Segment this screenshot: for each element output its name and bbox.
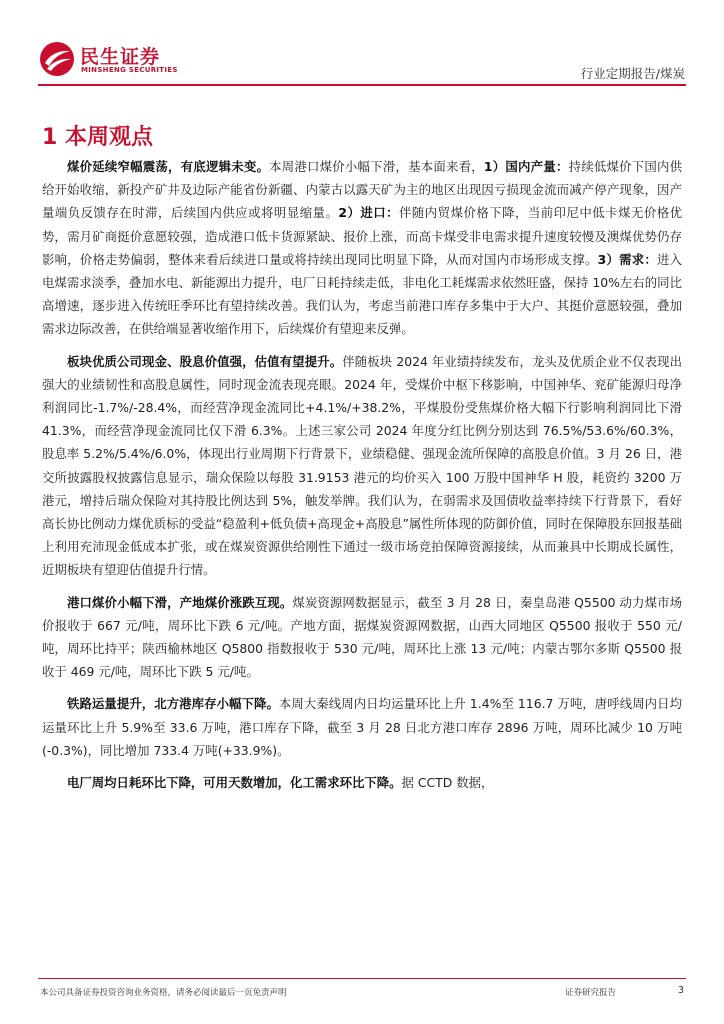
paragraph-text: 进入电煤需求淡季，叠加水电、新能源出力提升，电厂日耗持续走低，非电化工耗煤需求依然旺盛，保持 10%左右的同比高增速，逐步进入传统旺季环比有望持续改善。我们认为，考虑当前港口库存多集中于大户、其挺价意愿较强，叠加需求边际改善，在供给端显著收缩作用下，后续煤价有望迎来反弹。 xyxy=(42,251,683,337)
paragraph-subheading: 2）进口： xyxy=(338,205,400,221)
paragraph-text: 煤炭资源网数据显示，截至 3 月 28 日，秦皇岛港 Q5500 动力煤市场价报收于 667 元/吨，周环比下跌 6 元/吨。产地方面，据煤炭资源网数据，山西大同地区 Q5500 报收于 550 元/吨，周环比持平；陕西榆林地区 Q5800 指数报收于 530 元/吨，周环比上涨 13 元/吨；内蒙古鄂尔多斯 Q5500 报收于 469 元/吨，周环比下跌 5 元/吨。 xyxy=(42,594,682,680)
body-paragraph xyxy=(42,771,682,794)
paragraph-lead: 板块优质公司现金、股息价值强，估值有望提升。 xyxy=(67,353,343,369)
body-paragraph xyxy=(42,155,682,341)
body-paragraph xyxy=(42,591,682,684)
page-number: 3 xyxy=(677,985,684,996)
body-paragraph xyxy=(42,692,682,762)
paragraph-subheading: 3）需求： xyxy=(597,251,657,267)
paragraph-text: 本周港口煤价小幅下滑，基本面来看， xyxy=(269,159,484,174)
paragraph-lead: 电厂周均日耗环比下降，可用天数增加，化工需求环比下降。 xyxy=(67,775,402,791)
report-type-label: 行业定期报告/煤炭 xyxy=(580,66,685,81)
paragraph-lead: 煤价延续窄幅震荡，有底逻辑未变。 xyxy=(67,159,270,174)
paragraph-text: 伴随板块 2024 年业绩持续发布，龙头及优质企业不仅表现出强大的业绩韧性和高股息属性，同时现金流表现亮眼。2024 年，受煤价中枢下移影响，中国神华、兖矿能源归母净利润同比-1.7%/-28.4%，而经营净现金流同比+4.1%/+38.2%，平煤股份受焦煤价格大幅下行影响利润同比下滑 41.3%，而经营净现金流同比仅下滑 6.3%。上述三家公司 2024 年度分红比例分别达到 76.5%/53.6%/60.3%，股息率 5.2%/5.4%/6.0%，体现出行业周期下行背景下，业绩稳健、强现金流所保障的高股息价值。3 月 26 日，港交所披露股权披露信息显示，瑞众保险以每股 31.9153 港元的均价买入 100 万股中国神华 H 股，耗资约 3200 万港元，增持后瑞众保险对其持股比例达到 5%，触发举牌。我们认为，在弱需求及国债收益率持续下行背景下，看好高长协比例动力煤优质标的受益“稳盈利+低负债+高现金+高股息”属性所体现的防御价值，同时在保障股东回报基础上利用充沛现金低成本扩张，或在煤炭资源供给刚性下通过一级市场竞拍保障资源接续，从而兼具中长期成长属性，近期板块有望迎估值提升行情。 xyxy=(42,353,683,578)
paragraph-lead: 铁路运量提升，北方港库存小幅下降。 xyxy=(67,696,279,712)
footer-report-label: 证券研究报告 xyxy=(565,988,617,998)
paragraph-text: 据 CCTD 数据， xyxy=(401,775,494,791)
body-paragraph xyxy=(42,350,682,582)
paragraph-text: 持续低煤价下国内供给开始收缩，新投产矿井及边际产能省份新疆、内蒙古以露天矿为主的地区出现因亏损现金流而减产停产现象，因产量端负反馈存在时滞，后续国内供应或将明显缩量。 xyxy=(42,159,683,221)
logo-chinese-name: 民生证券 xyxy=(80,46,161,68)
section-title: 1 本周观点 xyxy=(42,125,153,150)
report-body xyxy=(42,155,682,803)
header-divider xyxy=(38,84,686,86)
paragraph-lead: 港口煤价小幅下滑，产地煤价涨跌互现。 xyxy=(67,594,293,610)
minsheng-logo-icon xyxy=(38,40,76,78)
logo-english-name: MINSHENG SECURITIES xyxy=(81,66,178,74)
footer-disclaimer: 本公司具备证券投资咨询业务资格，请务必阅读最后一页免责声明 xyxy=(40,988,287,998)
company-logo xyxy=(38,40,188,80)
page-header xyxy=(0,0,724,92)
paragraph-text: 伴随内贸煤价格下降，当前印尼中低卡煤无价格优势，需月矿商挺价意愿较强，造成港口低卡货源紧缺、报价上涨，而高卡煤受非电需求提升速度较慢及澳煤优势仍存影响，价格走势偏弱，整体来看后续进口量或将持续出现同比明显下降，从而对国内市场形成支撑。 xyxy=(42,205,683,267)
footer-divider xyxy=(38,978,686,979)
paragraph-text: 本周大秦线周内日均运量环比上升 1.4%至 116.7 万吨，唐呼线周内日均运量环比上升 5.9%至 33.6 万吨，港口库存下降，截至 3 月 28 日北方港口库存 2896 万吨，周环比减少 10 万吨(-0.3%)，同比增加 733.4 万吨(+33.9%)。 xyxy=(42,696,682,758)
paragraph-subheading: 1）国内产量： xyxy=(483,159,569,174)
